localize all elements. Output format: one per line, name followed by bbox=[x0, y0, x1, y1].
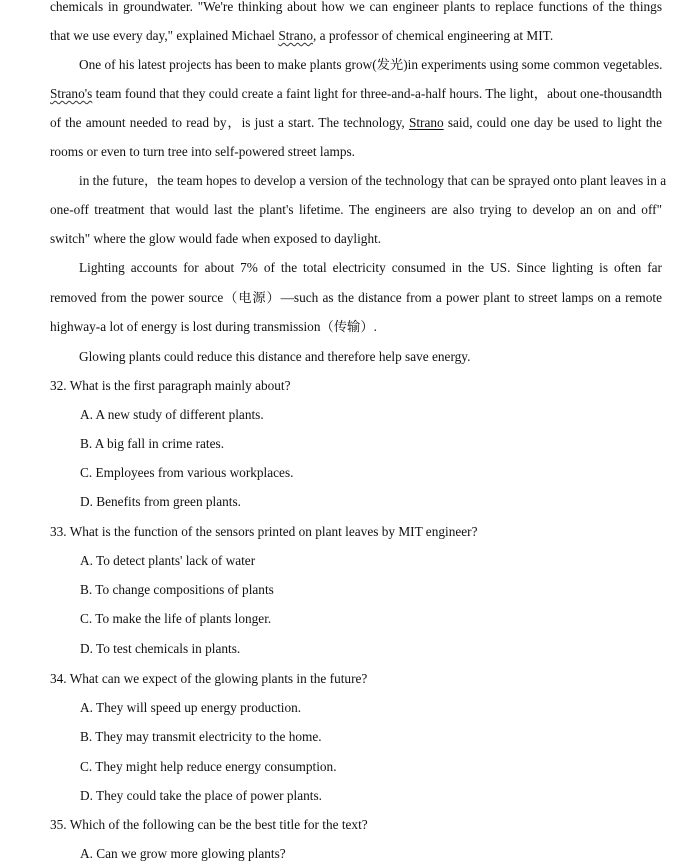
passage-text: team found that they could create a faint light for three-and-a-half hours. The light，about one-thousandth bbox=[92, 86, 662, 101]
answer-option: B. To change compositions of plants bbox=[80, 582, 274, 597]
passage-text: one-off treatment that would last the plant's lifetime. The engineers are also trying to develop an on and off" bbox=[50, 202, 662, 217]
proper-name: Strano bbox=[278, 28, 314, 43]
question-stem: 33. What is the function of the sensors printed on plant leaves by MIT engineer? bbox=[50, 524, 478, 539]
passage-text: Glowing plants could reduce this distance and therefore help save energy. bbox=[79, 349, 471, 364]
passage-line bbox=[79, 172, 667, 190]
passage-text: removed from the power source（电源）—such as the distance from a power plant to street lamps on a remote bbox=[50, 290, 662, 305]
passage-line bbox=[50, 201, 662, 219]
answer-option: A. A new study of different plants. bbox=[80, 407, 264, 422]
passage-line bbox=[79, 348, 662, 366]
proper-name: Strano bbox=[408, 115, 444, 130]
answer-option: A. Can we grow more glowing plants? bbox=[80, 846, 286, 861]
answer-option: D. Benefits from green plants. bbox=[80, 494, 241, 509]
passage-text: switch" where the glow would fade when exposed to daylight. bbox=[50, 231, 382, 246]
passage-line bbox=[50, 318, 662, 336]
passage-line bbox=[50, 0, 662, 16]
passage-text: One of his latest projects has been to make plants grow(发光)in experiments using some common vegetables. bbox=[79, 57, 663, 72]
passage-text: said, could one day be used to light the bbox=[443, 115, 662, 130]
answer-option: D. They could take the place of power plants. bbox=[80, 788, 322, 803]
answer-option: D. To test chemicals in plants. bbox=[80, 641, 241, 656]
question-stem: 35. Which of the following can be the best title for the text? bbox=[50, 817, 368, 832]
answer-option: A. To detect plants' lack of water bbox=[80, 553, 256, 568]
question-stem: 34. What can we expect of the glowing plants in the future? bbox=[50, 671, 368, 686]
passage-text: Lighting accounts for about 7% of the total electricity consumed in the US. Since lighting is often far bbox=[79, 260, 662, 275]
passage-text: of the amount needed to read by，is just a start. The technology, bbox=[50, 115, 409, 130]
proper-name: Strano's bbox=[50, 86, 93, 101]
answer-option: C. To make the life of plants longer. bbox=[80, 611, 272, 626]
passage-text: in the future，the team hopes to develop a version of the technology that can be sprayed onto plant leaves in a bbox=[79, 173, 667, 188]
passage-line bbox=[50, 27, 662, 45]
passage-line bbox=[50, 289, 662, 307]
passage-line bbox=[79, 56, 662, 74]
answer-option: C. Employees from various workplaces. bbox=[80, 465, 294, 480]
passage-text: , a professor of chemical engineering at MIT. bbox=[313, 28, 554, 43]
answer-option: C. They might help reduce energy consumption. bbox=[80, 759, 337, 774]
question-stem: 32. What is the first paragraph mainly about? bbox=[50, 378, 291, 393]
passage-line bbox=[50, 85, 662, 103]
answer-option: B. They may transmit electricity to the home. bbox=[80, 729, 322, 744]
passage-text: chemicals in groundwater. "We're thinking about how we can engineer plants to replace functions of the things bbox=[50, 0, 662, 14]
passage-text: rooms or even to turn tree into self-powered street lamps. bbox=[50, 144, 355, 159]
passage-line bbox=[79, 259, 662, 277]
passage-line bbox=[50, 114, 662, 132]
passage-line bbox=[50, 143, 662, 161]
answer-option: B. A big fall in crime rates. bbox=[80, 436, 225, 451]
answer-option: A. They will speed up energy production. bbox=[80, 700, 302, 715]
passage-text: that we use every day," explained Michael bbox=[50, 28, 279, 43]
passage-text: highway-a lot of energy is lost during transmission（传输）. bbox=[50, 319, 377, 334]
passage-line bbox=[50, 230, 662, 248]
